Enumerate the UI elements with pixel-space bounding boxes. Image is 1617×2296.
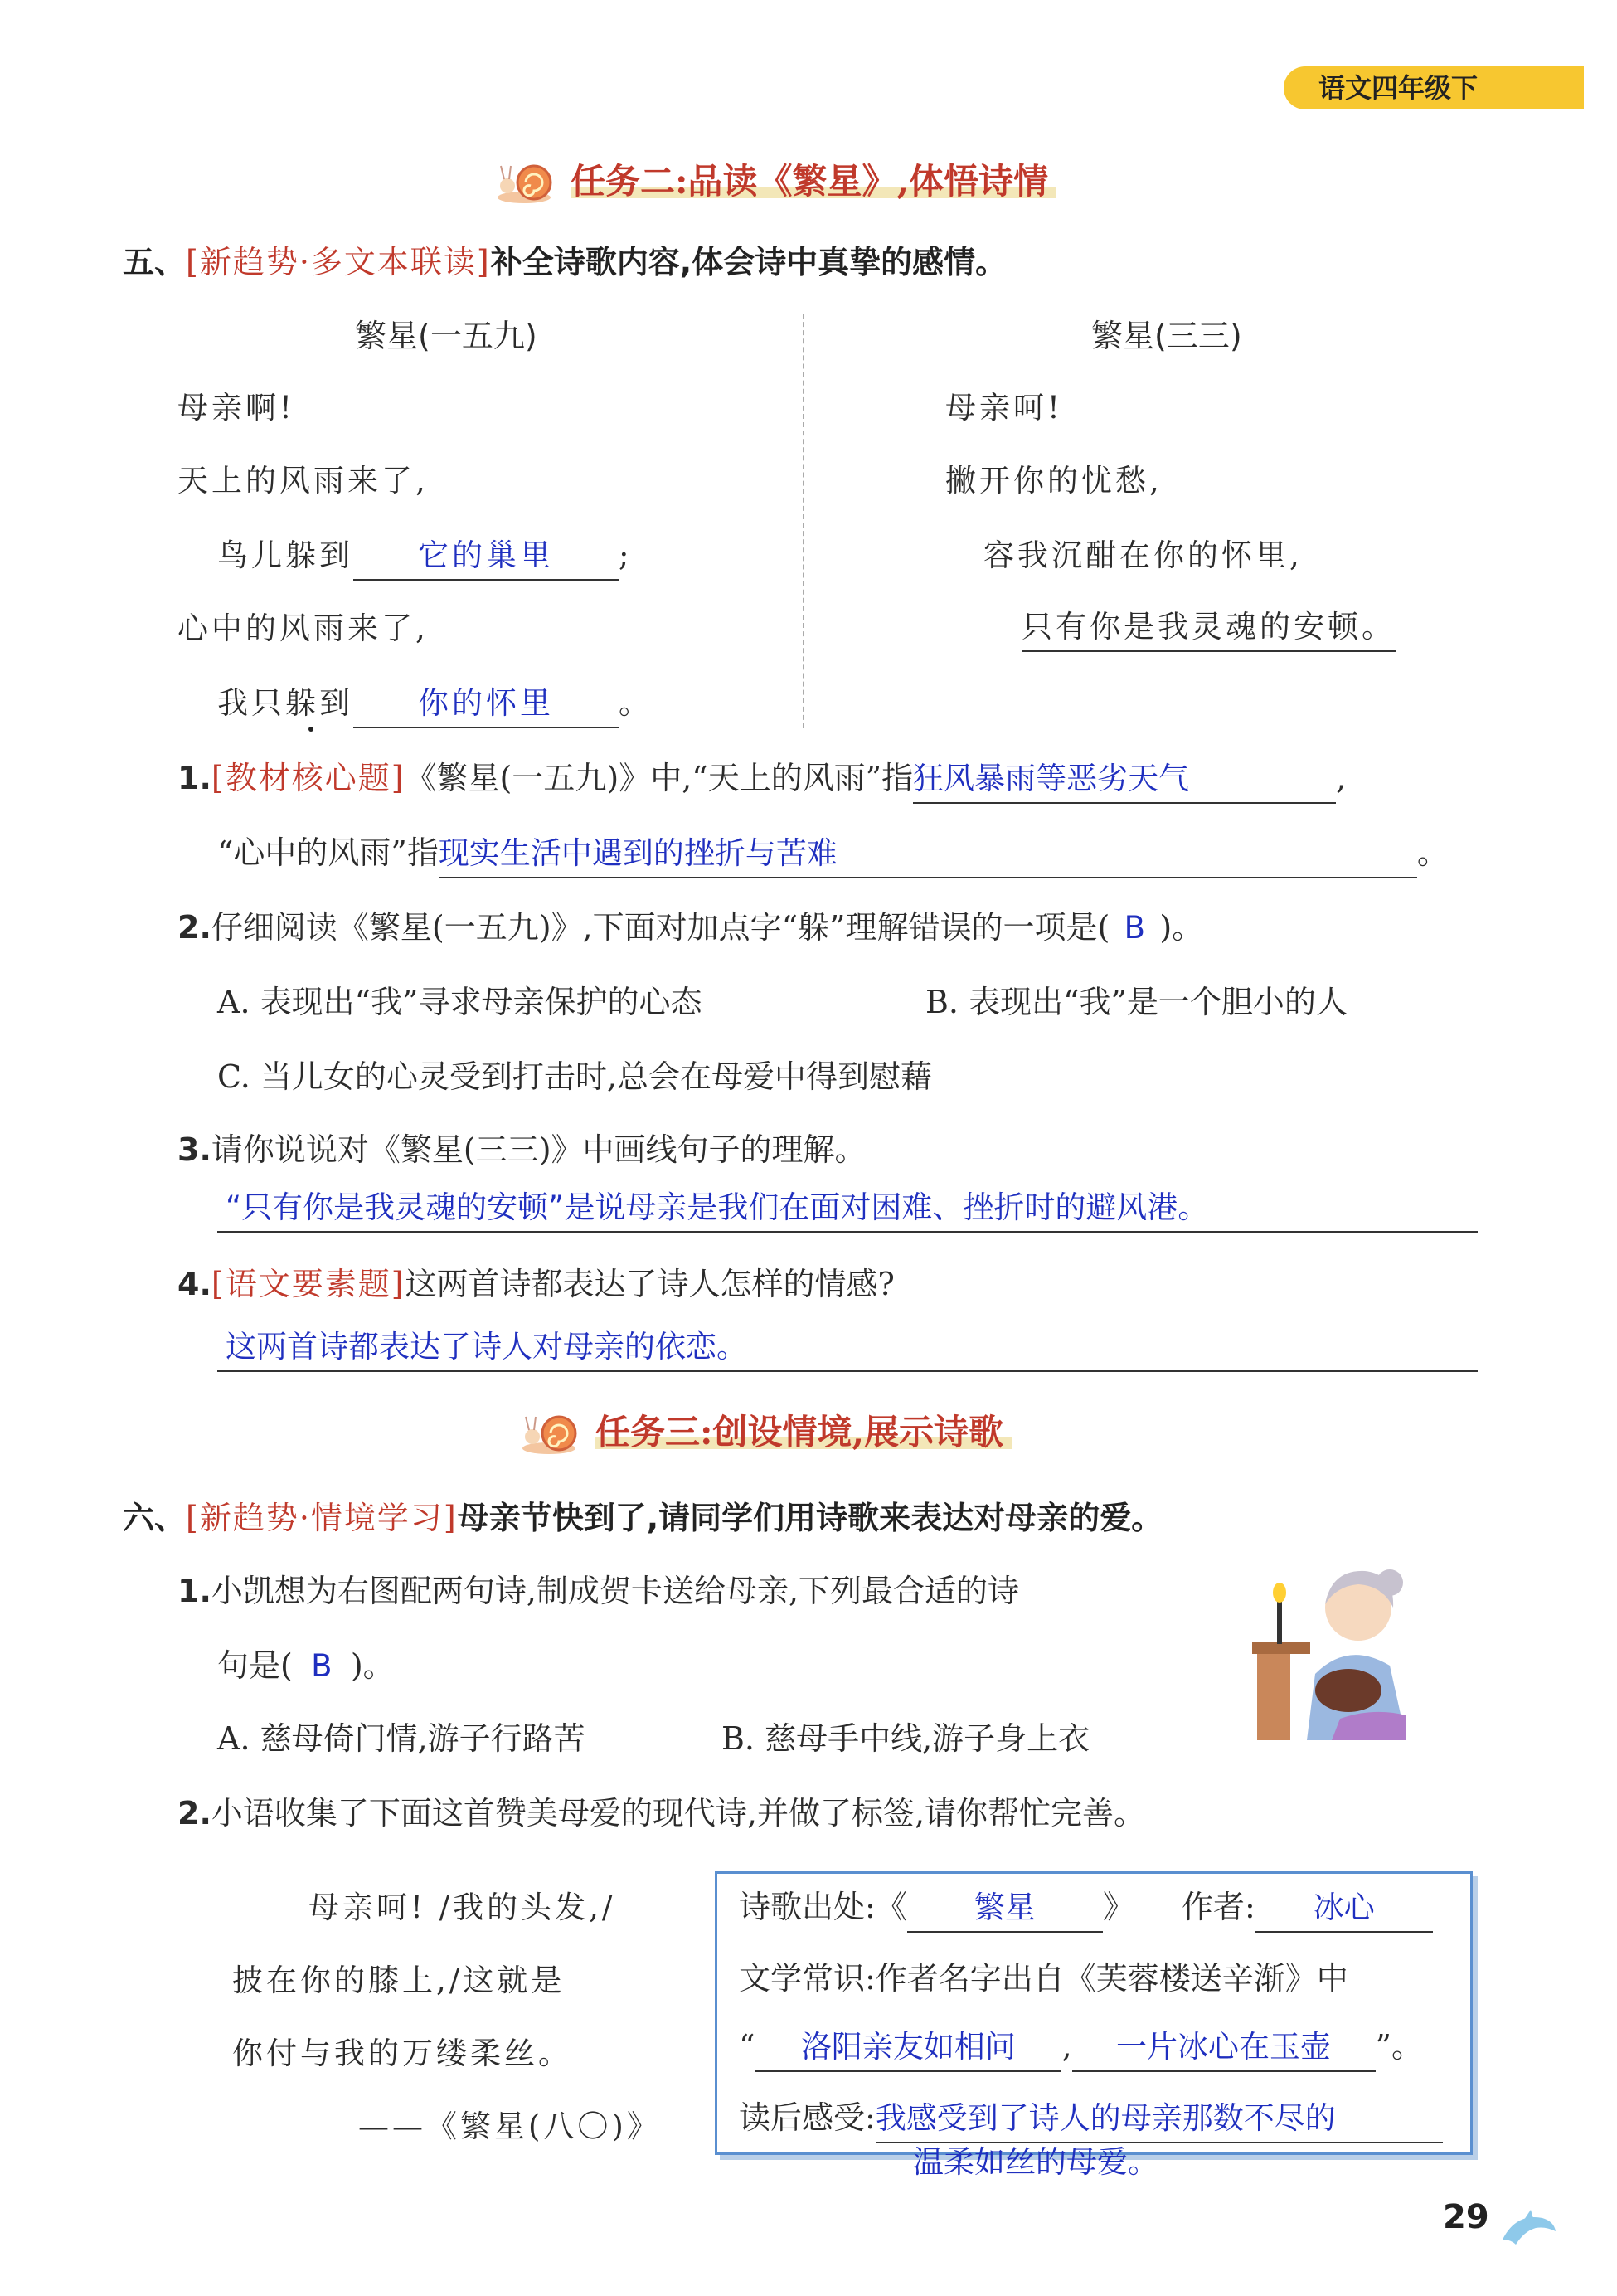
poem-a-line-5: 我只躲到 你的怀里 。	[217, 680, 653, 728]
q6-tag: [新趋势·情境学习]	[186, 1500, 458, 1536]
poem-b-line-1: 母亲呵!	[945, 390, 1063, 426]
q5-sub1-line-b: “心中的风雨”指现实生活中遇到的挫折与苦难 。	[217, 829, 1449, 878]
task2-heading	[496, 153, 1048, 211]
q5-sub1-answer-b[interactable]: 现实生活中遇到的挫折与苦难	[439, 830, 1417, 878]
poem-a-blank-2[interactable]: 你的怀里	[353, 680, 619, 728]
q5-sub3-question: 3.请你说说对《繁星(三三)》中画线句子的理解。	[177, 1131, 867, 1168]
poem-a-blank-1[interactable]: 它的巢里	[353, 533, 619, 581]
mother-sewing-illustration	[1249, 1549, 1420, 1745]
poem-a-line-2: 天上的风雨来了,	[177, 463, 429, 499]
card-quote-answer-a[interactable]: 洛阳亲友如相问	[755, 2024, 1061, 2072]
q6-poem-source: ——《繁星(八〇)》	[358, 2109, 661, 2144]
q6-sub1-line-b: 句是( B )。	[217, 1642, 395, 1690]
task2-title: 任务二:品读《繁星》,体悟诗情	[571, 161, 1049, 202]
card-source-row: 诗歌出处:《 繁星 》	[739, 1884, 1134, 1933]
task3-heading	[521, 1403, 1003, 1462]
emphasis-dot	[308, 727, 313, 732]
q5-tag: [新趋势·多文本联读]	[186, 244, 491, 280]
card-quote-answer-b[interactable]: 一片冰心在玉壶	[1072, 2024, 1376, 2072]
poem-b-title: 繁星(三三)	[1091, 318, 1242, 354]
q5-sub1-line-a: 1.[教材核心题]《繁星(一五九)》中,“天上的风雨”指狂风暴雨等恶劣天气 ,	[177, 755, 1346, 804]
q5-sub1-answer-a[interactable]: 狂风暴雨等恶劣天气	[913, 756, 1336, 804]
poem-b-underlined-line: 只有你是我灵魂的安顿。	[1022, 604, 1396, 652]
poem-label-card	[715, 1871, 1473, 2180]
card-quote-row: “ 洛阳亲友如相问 , 一片冰心在玉壶 ”。	[739, 2023, 1423, 2072]
q5-prompt-text: 补全诗歌内容,体会诗中真挚的感情。	[490, 244, 1008, 280]
q6-sub1-answer[interactable]: B	[311, 1648, 333, 1684]
card-source-answer[interactable]: 繁星	[907, 1885, 1103, 1933]
card-author-row: 作者: 冰心	[1182, 1884, 1433, 1933]
poem-a-line-4: 心中的风雨来了,	[177, 610, 429, 646]
poem-a-line-1: 母亲啊!	[177, 390, 295, 426]
poem-a-line-3: 鸟儿躲到 它的巢里 ;	[217, 533, 632, 581]
q5-number: 五、	[123, 244, 187, 280]
dolphin-icon	[1499, 2206, 1559, 2253]
poem-a-title: 繁星(一五九)	[355, 318, 537, 354]
q5-sub2-option-b: B. 表现出“我”是一个胆小的人	[925, 984, 1348, 1020]
q6-sub1-option-a: A. 慈母倚门情,游子行路苦	[217, 1720, 585, 1757]
q5-sub2-answer[interactable]: B	[1124, 910, 1145, 946]
q6-poem-line-3: 你付与我的万缕柔丝。	[232, 2036, 572, 2071]
q6-sub1-option-b: B. 慈母手中线,游子身上衣	[721, 1720, 1090, 1757]
q6-prompt	[123, 1493, 1163, 1543]
q6-sub2-question: 2.小语收集了下面这首赞美母爱的现代诗,并做了标签,请你帮忙完善。	[177, 1795, 1146, 1831]
card-feeling-answer-a[interactable]: 我感受到了诗人的母亲那数不尽的	[876, 2095, 1443, 2143]
q5-sub4-answer[interactable]: 这两首诗都表达了诗人对母亲的依恋。	[217, 1324, 1478, 1372]
card-knowledge-row: 文学常识:作者名字出自《芙蓉楼送辛渐》中	[739, 1960, 1348, 1997]
q5-sub2-question: 2.仔细阅读《繁星(一五九)》,下面对加点字“躲”理解错误的一项是( B )。	[177, 904, 1203, 951]
task3-title: 任务三:创设情境,展示诗歌	[595, 1412, 1004, 1452]
q5-sub2-option-a: A. 表现出“我”寻求母亲保护的心态	[217, 984, 702, 1020]
poem-divider	[803, 314, 804, 728]
poem-b-line-2: 撇开你的忧愁,	[945, 463, 1163, 499]
card-feeling-answer-b: 温柔如丝的母爱。	[913, 2144, 1158, 2180]
page-number: 29	[1443, 2198, 1489, 2236]
q5-sub2-option-c: C. 当儿女的心灵受到打击时,总会在母爱中得到慰藉	[217, 1058, 932, 1095]
grade-tag: 语文四年级下	[1284, 66, 1584, 109]
q6-sub1-line-a: 1.小凯想为右图配两句诗,制成贺卡送给母亲,下列最合适的诗	[177, 1573, 1020, 1609]
q6-poem-line-2: 披在你的膝上,/这就是	[232, 1963, 566, 1998]
q6-prompt-text: 母亲节快到了,请同学们用诗歌来表达对母亲的爱。	[457, 1500, 1163, 1536]
q5-prompt	[123, 237, 1007, 287]
card-feeling-row: 读后感受:我感受到了诗人的母亲那数不尽的	[739, 2094, 1443, 2143]
q5-sub4-question: 4.[语文要素题]这两首诗都表达了诗人怎样的情感?	[177, 1266, 895, 1302]
q6-number: 六、	[123, 1500, 187, 1536]
q5-sub3-answer[interactable]: “只有你是我灵魂的安顿”是说母亲是我们在面对困难、挫折时的避风港。	[217, 1184, 1478, 1233]
card-author-answer[interactable]: 冰心	[1255, 1885, 1433, 1933]
q6-poem-line-1: 母亲呵! /我的头发,/	[308, 1890, 616, 1925]
poem-b-line-3: 容我沉酣在你的怀里,	[983, 538, 1303, 573]
